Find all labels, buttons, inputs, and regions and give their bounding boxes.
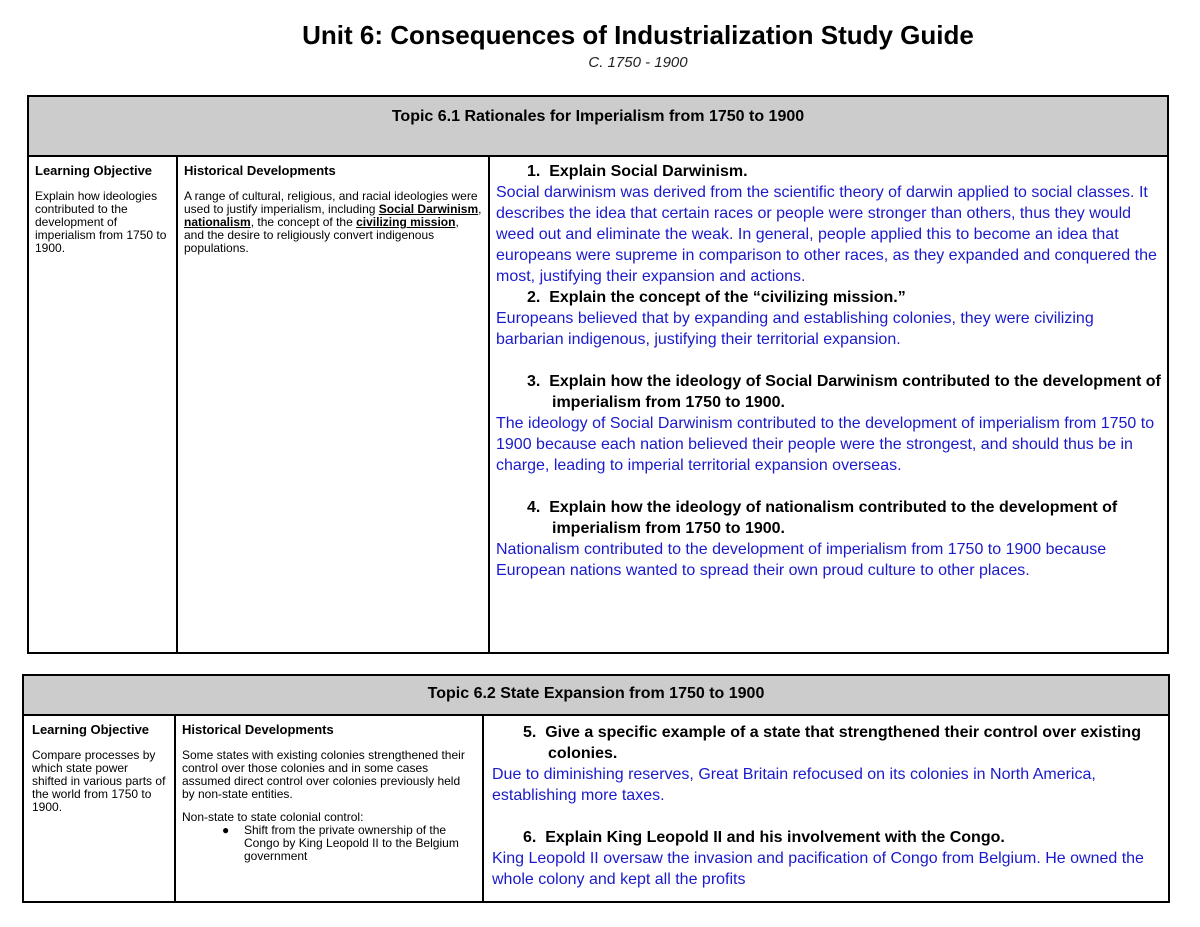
answer: Social darwinism was derived from the scientific theory of darwin applied to social classes. It describes the idea that certain races or people were stronger than others, thus they would weed out and eliminate the weak. In general, people applied this to become an idea that europeans were supreme in comparison to other races, as they expanded and conquered the most, justifying their expansion and actions.: [496, 184, 1157, 285]
questions-cell: [490, 155, 1167, 652]
questions-cell: [484, 714, 1168, 901]
question-block: [496, 371, 1161, 476]
question: 4. Explain how the ideology of nationalism contributed to the development of imperialism from 1750 to 1900.: [527, 499, 1118, 537]
question-block: [492, 722, 1160, 806]
question-block: [496, 161, 1161, 287]
page-subtitle: C. 1750 - 1900: [588, 54, 688, 71]
answer: Due to diminishing reserves, Great Britain refocused on its colonies in North America, establishing more taxes.: [492, 766, 1096, 804]
page-title: Unit 6: Consequences of Industrialization Study Guide: [302, 20, 974, 50]
term-social-darwinism: Social Darwinism: [378, 202, 479, 216]
question: 5. Give a specific example of a state that strengthened their control over existing colonies.: [523, 724, 1141, 762]
question: 1. Explain Social Darwinism.: [527, 163, 748, 180]
topic-6-2-table: [22, 674, 1170, 903]
historical-developments-cell: [176, 714, 484, 901]
learning-objective-cell: [29, 155, 178, 652]
question-block: [496, 497, 1161, 581]
question-block: [492, 827, 1160, 890]
answer: King Leopold II oversaw the invasion and pacification of Congo from Belgium. He owned the whole colony and kept all the profits: [492, 850, 1144, 888]
topic-6-2-header: Topic 6.2 State Expansion from 1750 to 1900: [24, 676, 1168, 716]
term-civilizing-mission: civilizing mission: [356, 215, 456, 229]
list-item: ● Shift from the private ownership of the Congo by King Leopold II to the Belgium government: [222, 823, 459, 863]
bullet-icon: ●: [222, 823, 230, 837]
learning-objective-text: Explain how ideologies contributed to the development of imperialism from 1750 to 1900.: [35, 189, 167, 255]
learning-objective-label: Learning Objective: [32, 722, 150, 737]
question-block: [496, 287, 1161, 350]
historical-developments-cell: [178, 155, 490, 652]
historical-developments-text: Some states with existing colonies strengthened their control over those colonies and in some cases assumed direct control over colonies previously held by non-state entities.: [182, 748, 465, 801]
learning-objective-label: Learning Objective: [35, 163, 153, 178]
answer: Nationalism contributed to the development of imperialism from 1750 to 1900 because European nations wanted to spread their own proud culture to other places.: [496, 541, 1107, 579]
historical-developments-label: Historical Developments: [184, 163, 336, 178]
learning-objective-text: Compare processes by which state power shifted in various parts of the world from 1750 to 1900.: [32, 748, 166, 814]
topic-6-1-table: [27, 95, 1169, 654]
question: 3. Explain how the ideology of Social Darwinism contributed to the development of imperialism from 1750 to 1900.: [527, 373, 1161, 411]
historical-developments-subhead: Non-state to state colonial control:: [182, 810, 364, 824]
historical-developments-label: Historical Developments: [182, 722, 334, 737]
historical-developments-text: A range of cultural, religious, and racial ideologies were used to justify imperialism, including Social Darwinism, nationalism, the concept of the civilizing mission, and the desire to religiously convert indigenous populations.: [184, 189, 482, 255]
learning-objective-cell: [24, 714, 176, 901]
answer: The ideology of Social Darwinism contributed to the development of imperialism from 1750 to 1900 because each nation believed their people were the strongest, and should thus be in charge, leading to imperial territorial expansion overseas.: [496, 415, 1155, 474]
question: 2. Explain the concept of the “civilizing mission.”: [527, 289, 906, 306]
question: 6. Explain King Leopold II and his involvement with the Congo.: [523, 829, 1005, 846]
answer: Europeans believed that by expanding and establishing colonies, they were civilizing barbarian indigenous, justifying their territorial expansion.: [496, 310, 1094, 348]
term-nationalism: nationalism: [184, 215, 251, 229]
topic-6-1-header: Topic 6.1 Rationales for Imperialism from 1750 to 1900: [29, 97, 1167, 157]
